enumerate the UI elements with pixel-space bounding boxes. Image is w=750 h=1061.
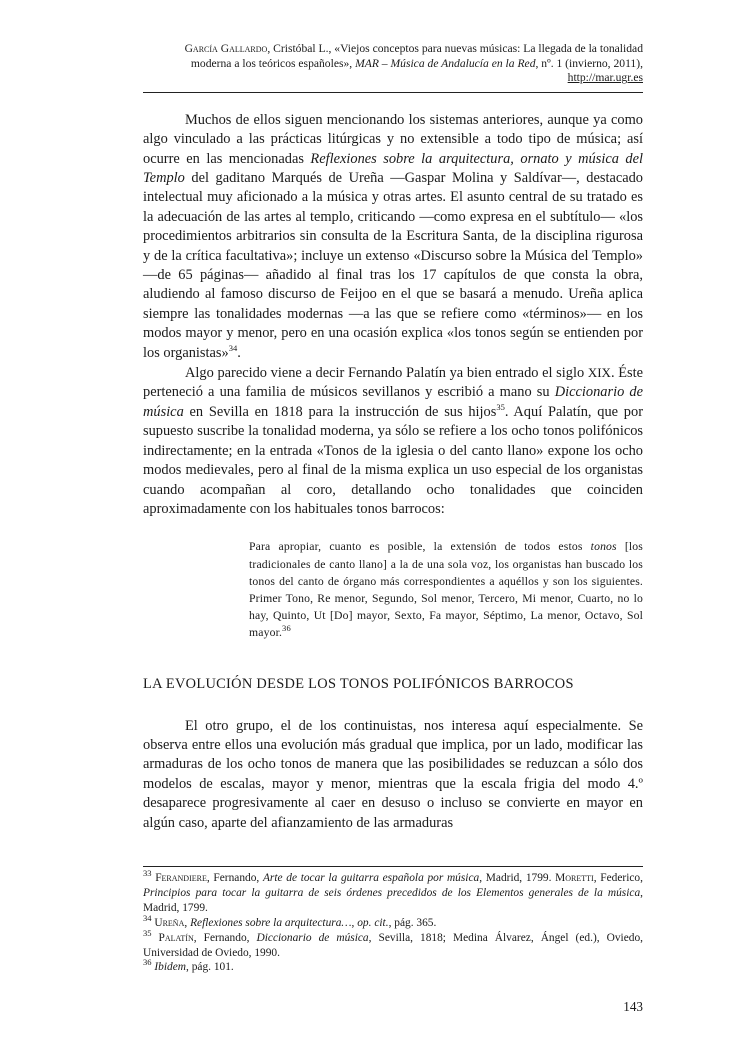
running-head-url-link[interactable]: http://mar.ugr.es xyxy=(567,71,643,85)
footnote-34-op-cit: op. cit. xyxy=(357,916,389,929)
footnote-35-author: Palatín xyxy=(158,931,194,944)
section-title: LA EVOLUCIÓN DESDE LOS TONOS POLIFÓNICOS BARROCOS xyxy=(143,675,574,692)
running-head-author: García Gallardo xyxy=(184,42,268,55)
paragraph-2-text-c: en Sevilla en 1818 para la instrucción de sus hijos xyxy=(183,403,497,420)
footnote-36-number: 36 xyxy=(143,957,152,968)
footnote-ref-36[interactable]: 36 xyxy=(282,623,291,634)
block-quote xyxy=(249,538,643,641)
footnote-35-title: Diccionario de música xyxy=(256,931,369,944)
footnote-34-text-b: , xyxy=(351,916,358,929)
running-head-issue: , nº. 1 (invierno, 2011), xyxy=(535,56,643,70)
body-text xyxy=(143,111,643,833)
footnote-35-number: 35 xyxy=(143,927,152,938)
footnote-33-author-1: Ferandiere xyxy=(155,872,207,884)
footnote-36 xyxy=(143,957,643,975)
footnote-34-text-a: , xyxy=(184,916,191,929)
footnote-33-text-a: , Fernando, xyxy=(206,872,263,884)
footnote-36-text: , pág. 101. xyxy=(186,961,234,974)
footnote-34-author: Ureña xyxy=(154,916,185,929)
footnote-33-text-d: , Madrid, 1799. xyxy=(143,886,643,914)
paragraph-1 xyxy=(143,111,643,363)
footnotes xyxy=(143,868,643,975)
footnote-36-ibidem: Ibidem xyxy=(154,961,186,974)
paragraph-2-italic-title: Diccionario de música xyxy=(143,384,643,420)
running-head xyxy=(143,42,643,86)
footnote-33-number: 33 xyxy=(143,868,152,879)
running-head-title: , Cristóbal L., «Viejos conceptos para nuevas músicas: La llegada de la tonalidad moderna a los teóricos españoles», xyxy=(190,42,643,70)
paragraph-1-text-a: Muchos de ellos siguen mencionando los sistemas anteriores, aunque ya como algo vinculado a las prácticas litúrgicas y no extensible a todo tipo de música; así ocurre en las mencionadas xyxy=(143,111,643,167)
paragraph-3: El otro grupo, el de los continuistas, nos interesa aquí especialmente. Se observa entre ellos una evolución más gradual que implica, por un lado, modificar las armaduras de los ocho tonos de manera que las posibilidades se reduzcan a sólo dos modelos de escalas, mayor y menor, mientras que la escala frigia del modo 4.º desaparece progresivamente al caer en desuso o incluso se convierte en mayor en algún caso, aparte del afianzamiento de las armaduras xyxy=(143,717,643,831)
paragraph-1-text-b: del gaditano Marqués de Ureña —Gaspar Molina y Saldívar—, destacado intelectual muy aficionado a la música y otras artes. El asunto central de su tratado es la adecuación de las artes al templo, criticando —como expresa en el subtítulo— «los procedimientos arbitrarios sin consulta de la Escritura Santa, de la disciplina rigurosa y de la crítica facultativa»; incluye un extenso «Discurso sobre la Música del Templo» —de 65 páginas— añadido al final tras los 17 capítulos de que consta la obra, aludiendo al famoso discurso de Feijoo en el que se basará a menudo. Ureña aplica siempre las tonalidades modernas —a las que se refiere como «términos»— en los modos mayor y menor, pero en una ocasión explica «los tonos según se entienden por los organistas» xyxy=(143,170,643,361)
footnote-35-text-b: , Sevilla, 1818; Medina Álvarez, Ángel (ed.), Oviedo, Universidad de Oviedo, 1990. xyxy=(143,931,643,959)
footnote-34-number: 34 xyxy=(143,912,152,923)
paragraph-2 xyxy=(143,363,643,519)
paragraph-1-italic-title: Reflexiones sobre la arquitectura, ornato y música del Templo xyxy=(143,150,643,186)
header-rule xyxy=(143,92,643,93)
footnote-33-author-2: Moretti xyxy=(555,872,594,884)
footnote-35 xyxy=(143,927,643,961)
footnote-33 xyxy=(143,868,643,916)
block-quote-text-a: Para apropiar, cuanto es posible, la extensión de todos estos xyxy=(249,540,591,554)
footnote-ref-34[interactable]: 34 xyxy=(228,342,238,353)
paragraph-2-century: XIX xyxy=(587,365,611,381)
footnote-35-text-a: , Fernando, xyxy=(193,931,257,944)
footnote-rule xyxy=(143,866,643,867)
footnote-ref-35[interactable]: 35 xyxy=(496,402,505,413)
paragraph-1-text-c: . xyxy=(237,344,241,361)
paragraph-2-text-b: . Éste perteneció a una familia de músicos sevillanos y escribió a mano su xyxy=(143,365,643,401)
block-quote-text xyxy=(249,538,643,641)
block-quote-italic: tonos xyxy=(590,540,617,554)
footnote-33-text-b: , Madrid, 1799. xyxy=(479,872,556,884)
footnote-34-text-c: , pág. 365. xyxy=(388,916,437,929)
footnote-33-title-2: Principios para tocar la guitarra de seis órdenes precedidos de los Elementos generales de la música xyxy=(143,886,641,899)
paragraph-2-text-a: Algo parecido viene a decir Fernando Palatín ya bien entrado el siglo xyxy=(185,365,588,382)
page xyxy=(143,42,643,833)
block-quote-text-b: [los tradicionales de canto llano] a la de una sola voz, los organistas han buscado los tonos del canto de órgano más correspondientes a aquéllos y son los siguientes. Primer Tono, Re menor, Segundo, Sol menor, Tercero, Mi menor, Cuarto, no lo hay, Quinto, Ut [Do] mayor, Sexto, Fa mayor, Séptimo, La menor, Octavo, Sol mayor. xyxy=(249,540,643,640)
footnote-33-text-c: , Federico, xyxy=(593,872,643,884)
page-number: 143 xyxy=(623,999,643,1014)
footnote-34-title: Reflexiones sobre la arquitectura… xyxy=(190,916,352,929)
paragraph-2-text-d: . Aquí Palatín, que por supuesto suscribe la tonalidad moderna, ya sólo se refiere a los ocho tonos polifónicos indirectamente; en la entrada «Tonos de la iglesia o del canto llano» expone los ocho modos medievales, pero al final de la misma explica un uso especial de los organistas cuando acompañan al coro, detallando ocho tonalidades que coinciden aproximadamente con los habituales tonos barrocos: xyxy=(143,403,643,517)
footnote-34 xyxy=(143,912,643,931)
running-head-journal: MAR – Música de Andalucía en la Red xyxy=(355,56,536,70)
section-body xyxy=(143,717,643,833)
footnote-33-title-1: Arte de tocar la guitarra española por música xyxy=(262,872,480,884)
